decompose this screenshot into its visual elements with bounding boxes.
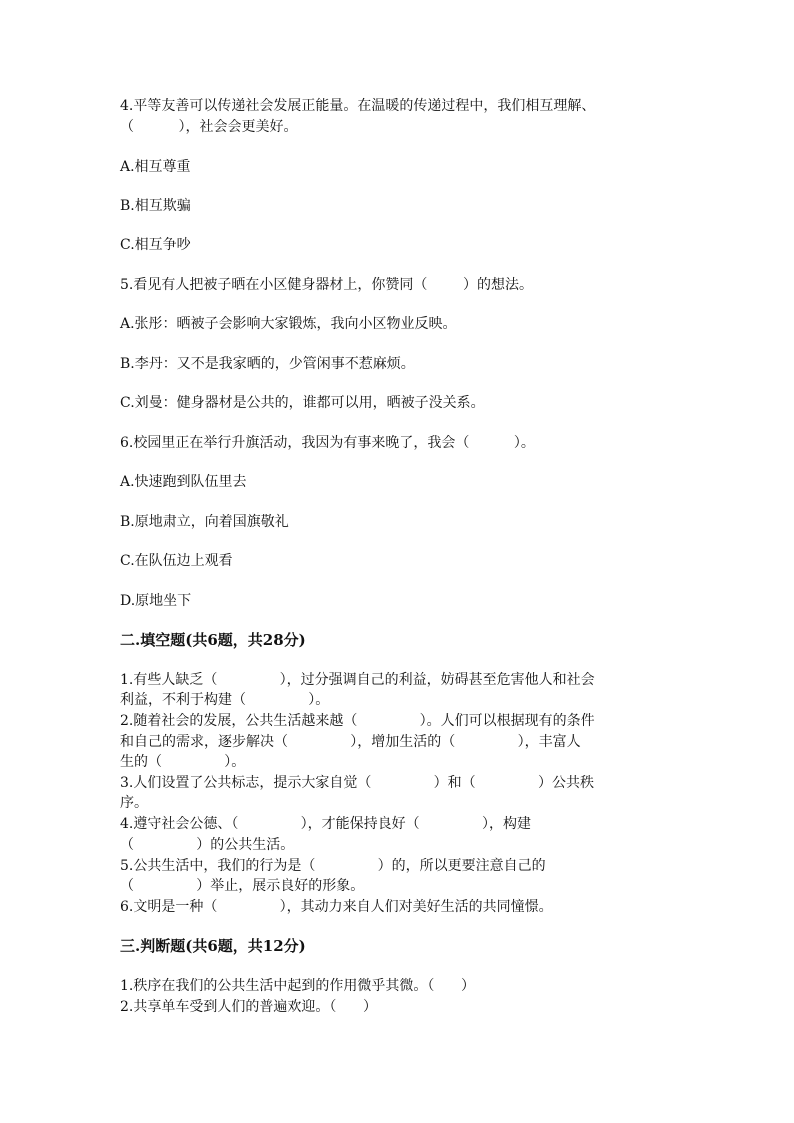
question-5-text: 5.看见有人把被子晒在小区健身器材上，你赞同（ ）的想法。 bbox=[120, 277, 533, 293]
true-false-2: 2.共享单车受到人们的普遍欢迎。（ ） bbox=[120, 999, 378, 1015]
fill-blank-2-cont2: 生的（ ）。 bbox=[120, 754, 246, 770]
true-false-1: 1.秩序在我们的公共生活中起到的作用微乎其微。（ ） bbox=[120, 978, 476, 994]
question-4-text-cont: （ ），社会会更美好。 bbox=[120, 119, 298, 135]
fill-blank-4-cont: （ ）的公共生活。 bbox=[120, 837, 295, 853]
question-6-option-c: C.在队伍边上观看 bbox=[120, 553, 233, 569]
fill-blank-1-cont: 利益，不利于构建（ ）。 bbox=[120, 692, 330, 708]
question-4-option-b: B.相互欺骗 bbox=[120, 198, 191, 214]
fill-blank-2: 2.随着社会的发展，公共生活越来越（ ）。人们可以根据现有的条件 bbox=[120, 713, 595, 729]
question-4-text: 4.平等友善可以传递社会发展正能量。在温暖的传递过程中，我们相互理解、 bbox=[120, 98, 596, 114]
question-4-option-a: A.相互尊重 bbox=[120, 159, 191, 175]
fill-blank-6: 6.文明是一种（ ），其动力来自人们对美好生活的共同憧憬。 bbox=[120, 899, 553, 915]
fill-blank-2-cont: 和自己的需求，逐步解决（ ），增加生活的（ ），丰富人 bbox=[120, 734, 581, 750]
fill-blank-1: 1.有些人缺乏（ ），过分强调自己的利益，妨碍甚至危害他人和社会 bbox=[120, 672, 595, 688]
question-6-option-b: B.原地肃立，向着国旗敬礼 bbox=[120, 514, 289, 530]
question-6-option-d: D.原地坐下 bbox=[120, 593, 192, 609]
section-heading-fill-blank: 二.填空题(共6题，共28分) bbox=[120, 631, 306, 649]
fill-blank-3: 3.人们设置了公共标志，提示大家自觉（ ）和（ ）公共秩 bbox=[120, 775, 594, 791]
question-4-option-c: C.相互争吵 bbox=[120, 237, 191, 253]
question-6-option-a: A.快速跑到队伍里去 bbox=[120, 474, 247, 490]
fill-blank-4: 4.遵守社会公德、（ ），才能保持良好（ ），构建 bbox=[120, 816, 531, 832]
fill-blank-5: 5.公共生活中，我们的行为是（ ）的，所以更要注意自己的 bbox=[120, 858, 546, 874]
question-5-option-a: A.张彤：晒被子会影响大家锻炼，我向小区物业反映。 bbox=[120, 316, 457, 332]
section-heading-true-false: 三.判断题(共6题，共12分) bbox=[120, 937, 306, 955]
question-5-option-b: B.李丹：又不是我家晒的，少管闲事不惹麻烦。 bbox=[120, 356, 415, 372]
question-6-text: 6.校园里正在举行升旗活动，我因为有事来晚了，我会（ ）。 bbox=[120, 435, 535, 451]
question-5-option-c: C.刘曼：健身器材是公共的，谁都可以用，晒被子没关系。 bbox=[120, 395, 485, 411]
fill-blank-5-cont: （ ）举止，展示良好的形象。 bbox=[120, 878, 365, 894]
fill-blank-3-cont: 序。 bbox=[120, 795, 148, 811]
